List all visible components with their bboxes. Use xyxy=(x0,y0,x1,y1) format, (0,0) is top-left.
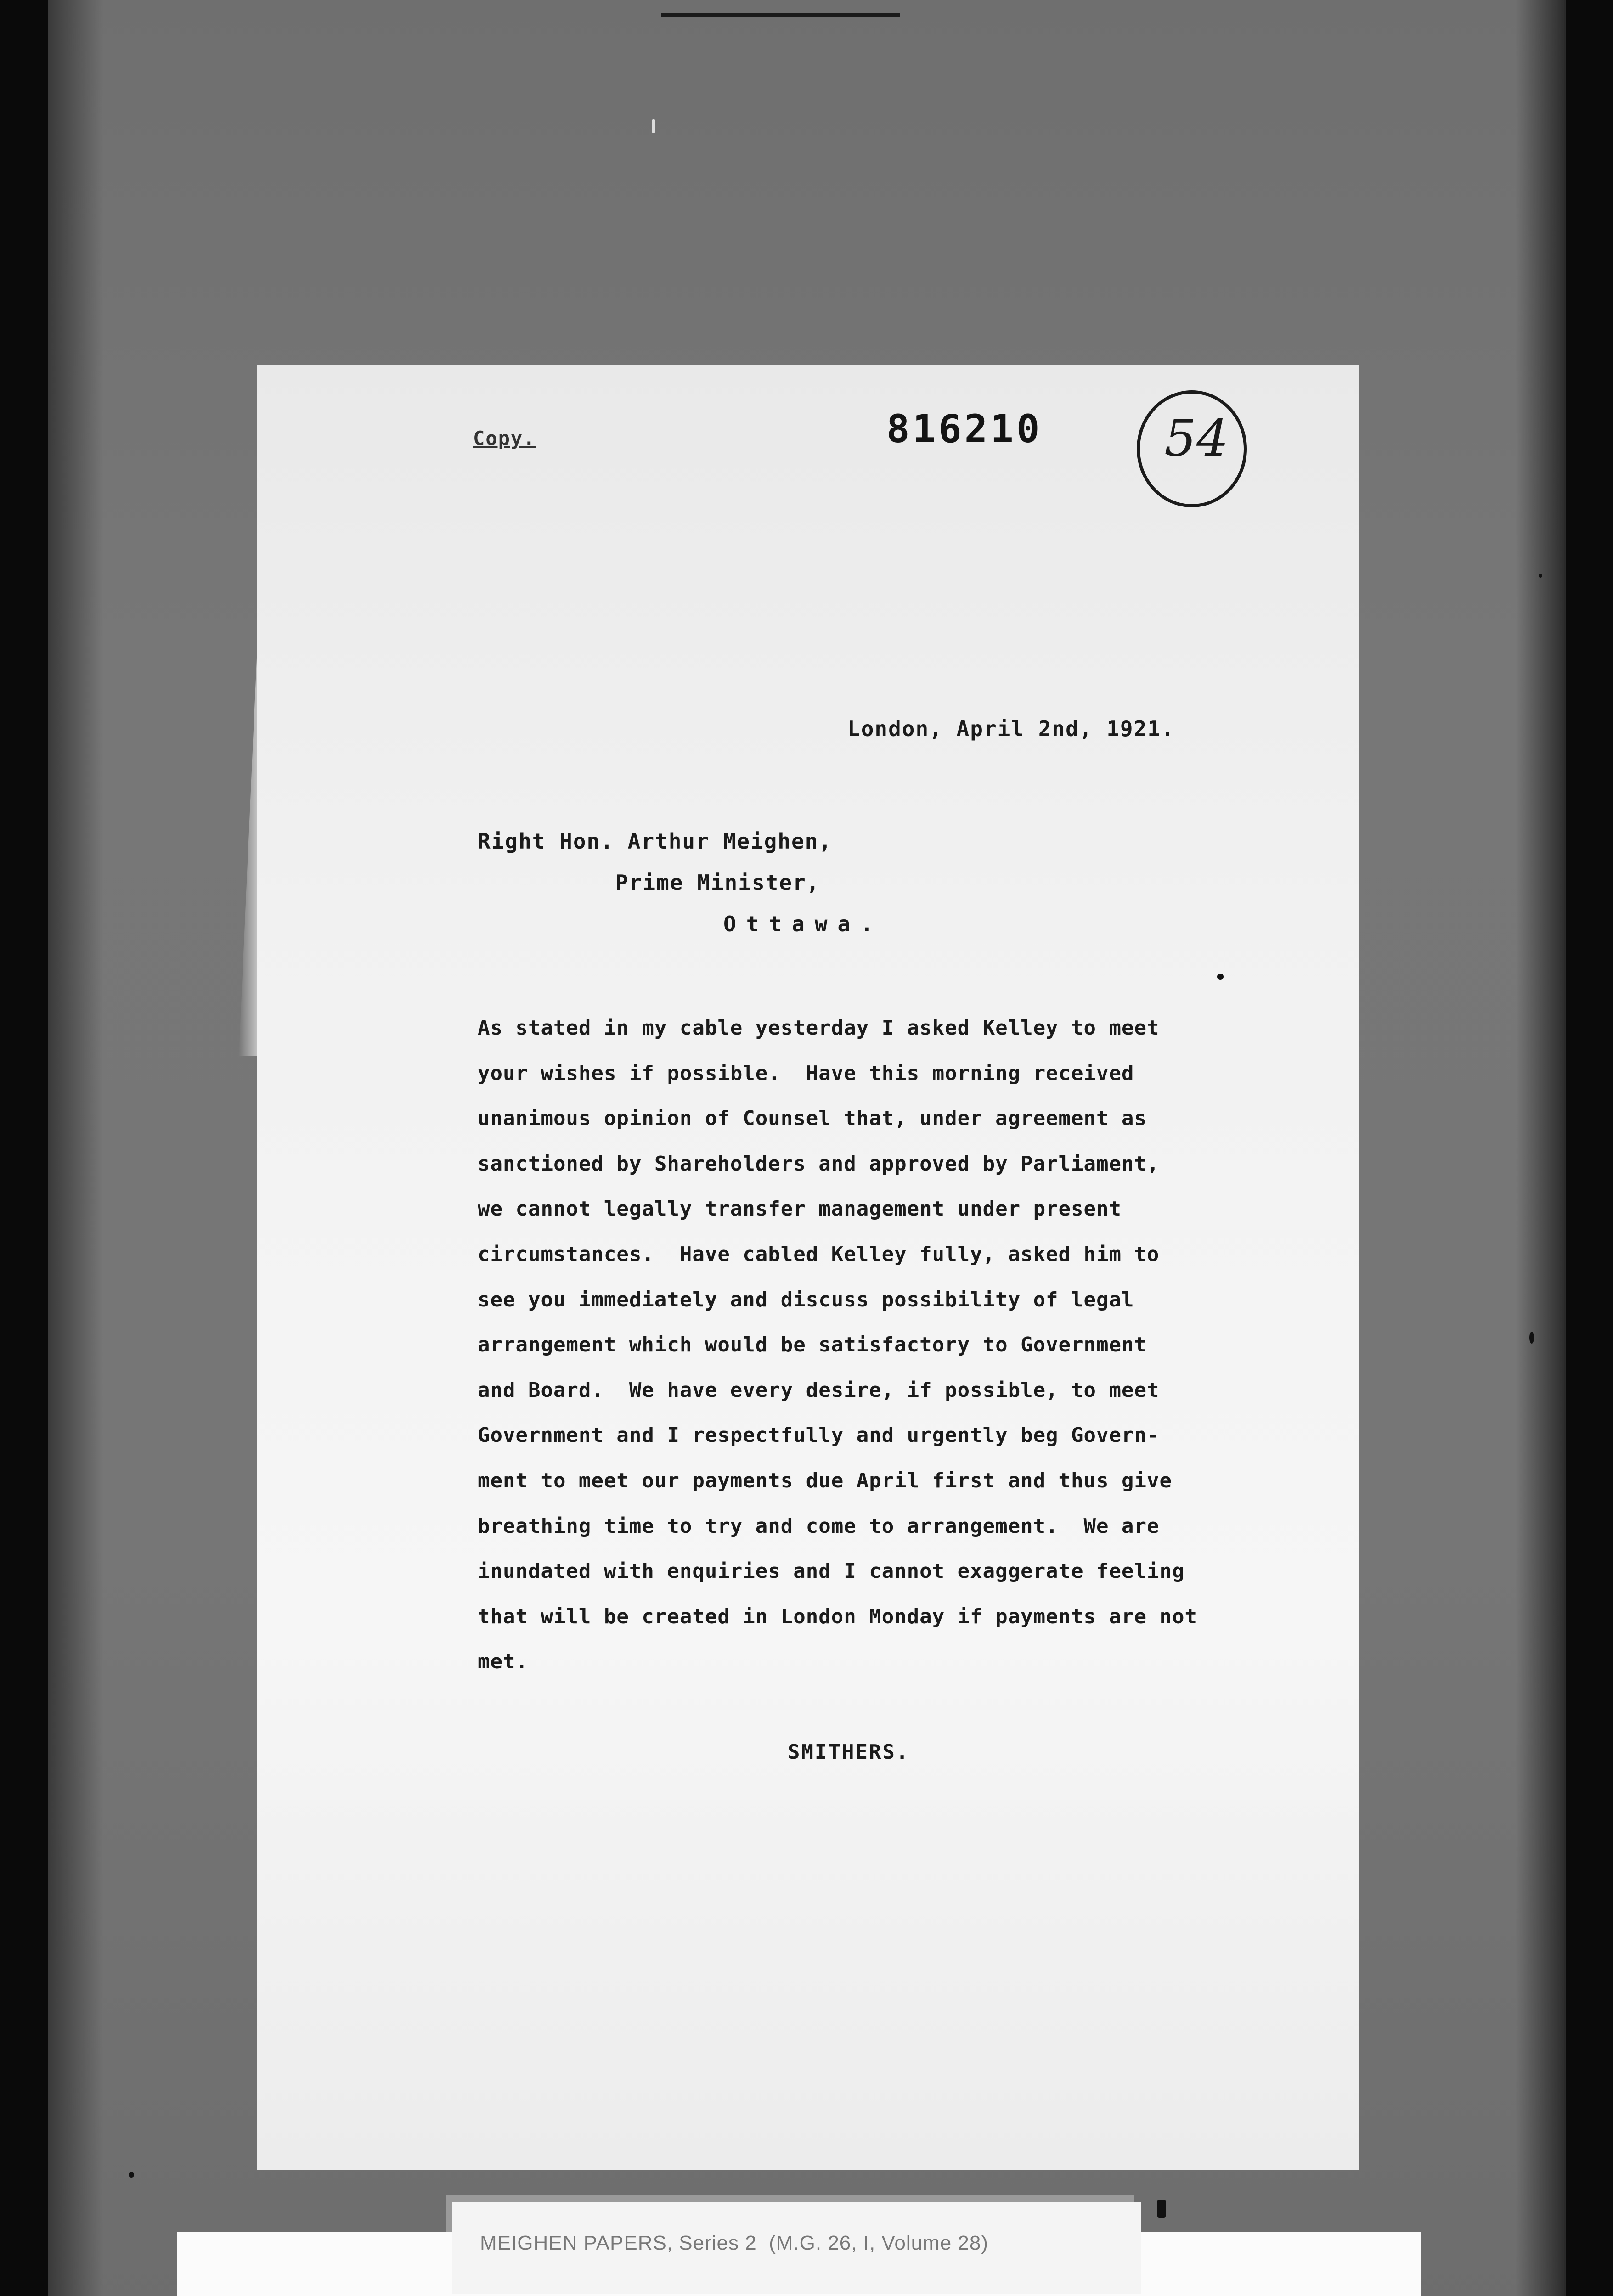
body-line: ment to meet our payments due April first and thus give xyxy=(478,1469,1172,1492)
series-reference: MEIGHEN PAPERS, Series 2 (M.G. 26, I, Volume 28) xyxy=(480,2232,988,2254)
film-speck xyxy=(129,2172,134,2178)
film-speck xyxy=(1529,1332,1534,1344)
body-line: that will be created in London Monday if payments are not xyxy=(478,1604,1197,1628)
typed-letter-page xyxy=(257,365,1359,2170)
body-line: circumstances. Have cabled Kelley fully, asked him to xyxy=(478,1242,1160,1266)
body-line: your wishes if possible. Have this morning received xyxy=(478,1061,1134,1085)
body-line: sanctioned by Shareholders and approved by Parliament, xyxy=(478,1152,1160,1176)
recipient-name: Right Hon. Arthur Meighen, xyxy=(478,829,833,854)
body-line: breathing time to try and come to arrangement. We are xyxy=(478,1514,1160,1538)
body-line: As stated in my cable yesterday I asked Kelley to meet xyxy=(478,1016,1160,1040)
film-speck xyxy=(1157,2200,1166,2218)
signature: SMITHERS. xyxy=(788,1740,910,1764)
body-line: inundated with enquiries and I cannot exaggerate feeling xyxy=(478,1559,1185,1583)
top-frame-mark xyxy=(661,13,900,17)
board-shadow-right xyxy=(1516,0,1566,2296)
board-shadow-left xyxy=(48,0,103,2296)
film-speck xyxy=(1217,974,1224,980)
letter-date-line: London, April 2nd, 1921. xyxy=(847,716,1175,741)
body-line: Government and I respectfully and urgently beg Govern- xyxy=(478,1424,1160,1447)
recipient-city: Ottawa. xyxy=(723,912,883,936)
recipient-title: Prime Minister, xyxy=(615,870,820,895)
body-line: met. xyxy=(478,1650,528,1674)
body-line: arrangement which would be satisfactory to Government xyxy=(478,1333,1147,1357)
film-scratch xyxy=(652,119,655,133)
body-line: unanimous opinion of Counsel that, under agreement as xyxy=(478,1107,1147,1131)
document-number-stamp: 816210 xyxy=(886,406,1043,451)
letter-body xyxy=(478,1006,1304,1685)
body-line: we cannot legally transfer management under present xyxy=(478,1197,1122,1221)
film-speck xyxy=(1539,574,1542,578)
body-line: see you immediately and discuss possibility of legal xyxy=(478,1288,1134,1311)
body-line: and Board. We have every desire, if possible, to meet xyxy=(478,1378,1160,1402)
page-number-handwritten: 54 xyxy=(1164,409,1229,467)
copy-label: Copy. xyxy=(473,427,536,450)
